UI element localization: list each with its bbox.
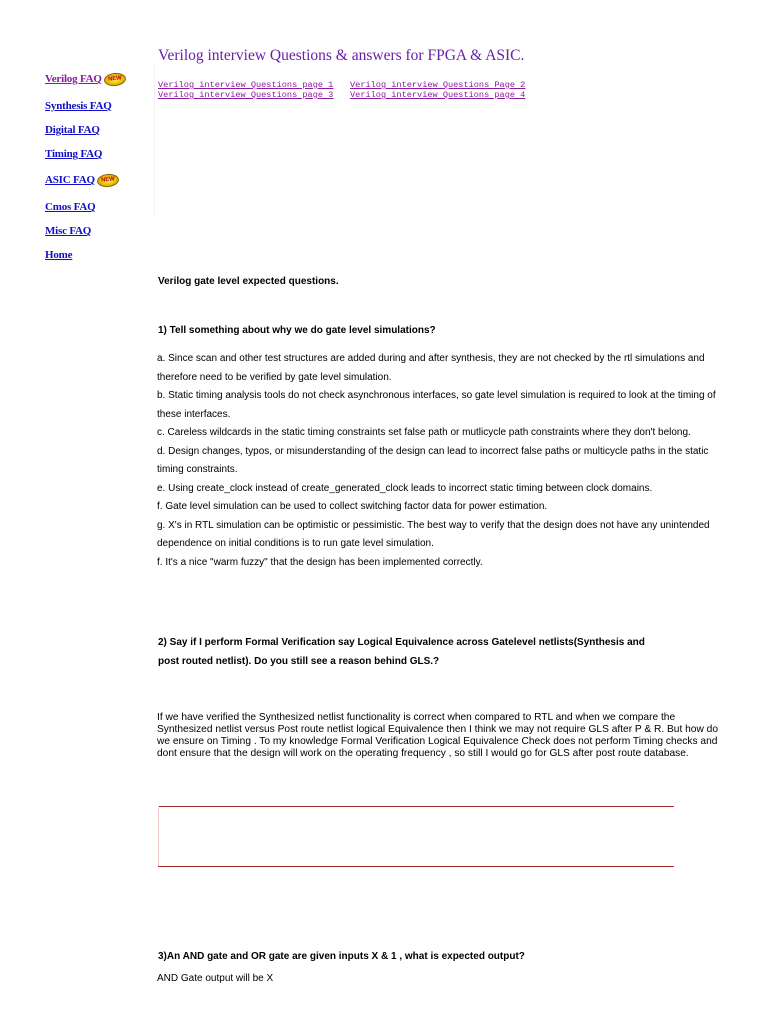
sidebar-nav	[0, 66, 155, 216]
new-badge-icon: NEW	[103, 72, 126, 87]
answer-item: a. Since scan and other test structures are added during and after synthesis, they are not checked by the rtl simulations and therefore need to be verified by gate level simulation.	[157, 353, 705, 383]
sidebar-item-asic-faq[interactable]	[45, 174, 119, 187]
sidebar-item-label: Verilog FAQ	[45, 73, 102, 86]
question-3: 3)An AND gate and OR gate are given inputs X & 1 , what is expected output?	[158, 951, 525, 962]
sidebar-item-label: Misc FAQ	[45, 225, 92, 237]
questions-page-4-link[interactable]: Verilog interview Questions page 4	[350, 90, 526, 100]
questions-page-3-link[interactable]: Verilog interview Questions page 3	[158, 90, 334, 100]
questions-page-2-link[interactable]: Verilog interview Questions Page 2	[350, 80, 526, 90]
box-bottom-border	[158, 866, 674, 867]
answer-item: g. X's in RTL simulation can be optimistic or pessimistic. The best way to verify that the design does not have any unintended dependence on initial conditions is to run gate level simulation.	[157, 519, 710, 549]
new-badge-icon: NEW	[96, 173, 119, 188]
sidebar-item-cmos-faq[interactable]	[45, 201, 95, 213]
answer-item: f. Gate level simulation can be used to collect switching factor data for power estimation.	[157, 501, 548, 512]
box-left-border	[158, 806, 159, 867]
question-1-answers	[157, 350, 732, 572]
question-3-answer: AND Gate output will be X	[157, 973, 274, 984]
question-1: 1) Tell something about why we do gate level simulations?	[158, 325, 436, 336]
sidebar-item-home[interactable]	[45, 249, 72, 261]
sidebar-item-synthesis-faq[interactable]	[45, 100, 112, 112]
section-heading: Verilog gate level expected questions.	[158, 276, 339, 287]
answer-item: b. Static timing analysis tools do not check asynchronous interfaces, so gate level simulation is required to look at the timing of these interfaces.	[157, 390, 716, 420]
sidebar-item-label: Timing FAQ	[45, 148, 103, 160]
answer-item: c. Careless wildcards in the static timing constraints set false path or mutlicycle path constraints where they don't belong.	[157, 427, 691, 438]
question-2-line-2: post routed netlist). Do you still see a reason behind GLS.?	[158, 656, 440, 667]
sidebar-item-timing-faq[interactable]	[45, 148, 102, 160]
sidebar-item-verilog-faq[interactable]	[45, 73, 126, 86]
sidebar-item-label: ASIC FAQ	[45, 174, 95, 187]
box-top-border	[158, 806, 674, 807]
answer-item: d. Design changes, typos, or misunderstanding of the design can lead to incorrect false paths or multicycle paths in the static timing constraints.	[157, 445, 709, 475]
questions-page-1-link[interactable]: Verilog interview Questions page 1	[158, 80, 334, 90]
sidebar-divider	[154, 66, 155, 214]
sidebar-item-label: Synthesis FAQ	[45, 100, 112, 112]
page-title: Verilog interview Questions & answers for FPGA & ASIC.	[158, 47, 525, 64]
question-2-answer: If we have verified the Synthesized netlist functionality is correct when compared to RTL and when we compare the Synthesized netlist versus Post route netlist logical Equivalence then I think we may not require GLS after P & R. But how do we ensure on Timing . To my knowledge Formal Verification Logical Equivalence Check does not perform Timing checks and dont ensure that the design will work on the operating frequency , so still I would go for GLS after post route database.	[157, 712, 718, 759]
sidebar-item-label: Home	[45, 249, 73, 261]
question-2-line-1: 2) Say if I perform Formal Verification say Logical Equivalence across Gatelevel netlists(Synthesis and	[158, 637, 645, 648]
sidebar-item-label: Cmos FAQ	[45, 201, 96, 213]
sidebar-item-misc-faq[interactable]	[45, 225, 91, 237]
answer-item: e. Using create_clock instead of create_generated_clock leads to incorrect static timing between clock domains.	[157, 482, 653, 494]
sidebar-item-label: Digital FAQ	[45, 124, 100, 136]
answer-item: f. It's a nice "warm fuzzy" that the design has been implemented correctly.	[157, 556, 483, 568]
sidebar-item-digital-faq[interactable]	[45, 124, 100, 136]
